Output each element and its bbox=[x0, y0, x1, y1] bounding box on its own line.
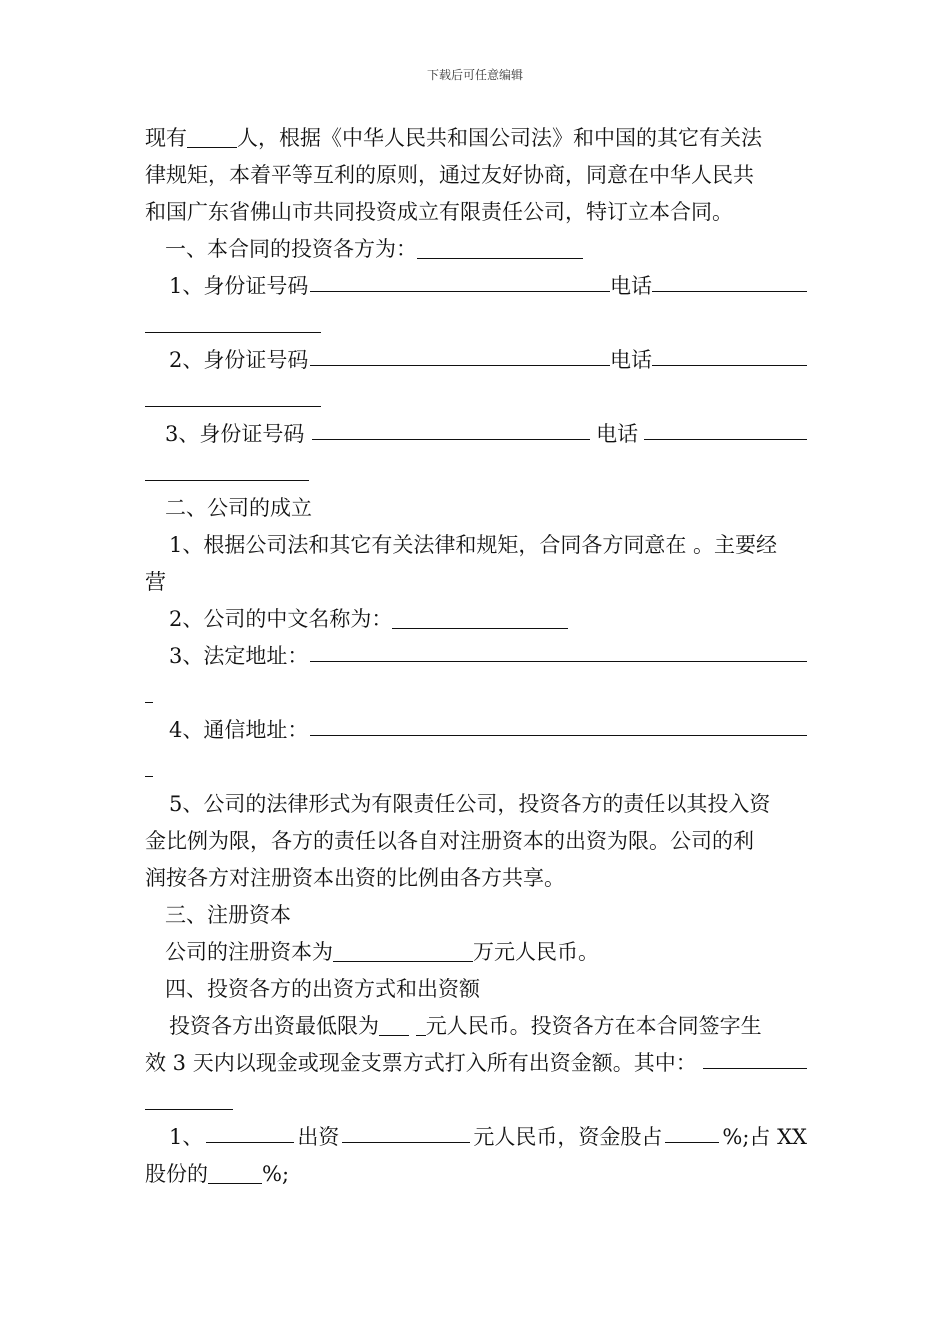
section-2-heading: 二、公司的成立 bbox=[165, 496, 312, 520]
share-of-label: %;占 XX bbox=[722, 1125, 807, 1149]
section-1-heading bbox=[145, 231, 807, 268]
s2-item-4 bbox=[145, 712, 807, 749]
section-3-heading: 三、注册资本 bbox=[165, 903, 291, 927]
s4-item-1-line-1 bbox=[145, 1119, 807, 1156]
blank-continuation-2 bbox=[145, 383, 321, 407]
intro-text: 人，根据《中华人民共和国公司法》和中国的其它有关法 bbox=[237, 126, 762, 150]
s4-item-1-line-2 bbox=[145, 1156, 807, 1193]
payment-text: 效 3 天内以现金或现金支票方式打入所有出资金额。其中： bbox=[145, 1051, 697, 1075]
phone-label: 电话 bbox=[610, 274, 652, 298]
contribution-label: 出资 bbox=[297, 1125, 340, 1149]
blank-continuation-1 bbox=[145, 309, 321, 333]
blank-mailing-address bbox=[310, 712, 807, 736]
blank-phone-2 bbox=[652, 342, 807, 366]
id-label: 2、身份证号码 bbox=[169, 348, 309, 372]
intro-line-2: 律规矩，本着平等互利的原则，通过友好协商，同意在中华人民共 bbox=[145, 163, 754, 187]
continuation-line bbox=[145, 675, 807, 712]
investor-2-line bbox=[145, 342, 807, 379]
blank-legal-address-cont bbox=[145, 679, 153, 703]
legal-address-label: 3、法定地址： bbox=[169, 644, 309, 668]
min-investment-text: 元人民币。投资各方在本合同签字生 bbox=[425, 1014, 762, 1038]
company-name-label: 2、公司的中文名称为： bbox=[169, 607, 393, 631]
phone-label: 电话 bbox=[596, 422, 639, 446]
item-number: 1、 bbox=[169, 1125, 204, 1149]
s2-item-5-line-2: 金比例为限，各方的责任以各自对注册资本的出资为限。公司的利 bbox=[145, 829, 754, 853]
id-label: 3、身份证号码 bbox=[165, 422, 305, 446]
contract-body bbox=[145, 120, 807, 1193]
s2-item-3 bbox=[145, 638, 807, 675]
continuation-line bbox=[145, 749, 807, 786]
blank-company-name bbox=[392, 605, 568, 629]
investor-3-line bbox=[145, 416, 807, 453]
blank-among bbox=[703, 1045, 807, 1069]
capital-text: 公司的注册资本为 bbox=[165, 940, 333, 964]
percent-sign: %; bbox=[262, 1162, 290, 1186]
min-investment-text: 投资各方出资最低限为 bbox=[169, 1014, 379, 1038]
phone-label: 电话 bbox=[610, 348, 652, 372]
blank-min-investment-a bbox=[379, 1012, 409, 1036]
continuation-line bbox=[145, 305, 807, 342]
s2-item-1-line-1: 1、根据公司法和其它有关法律和规矩，合同各方同意在 。主要经 bbox=[169, 533, 778, 557]
continuation-line bbox=[145, 379, 807, 416]
id-label: 1、身份证号码 bbox=[169, 274, 309, 298]
blank-people-count bbox=[187, 124, 237, 148]
blank-min-investment-b bbox=[416, 1012, 426, 1036]
blank-stock-percent bbox=[208, 1160, 262, 1184]
s2-item-5-line-3: 润按各方对注册资本出资的比例由各方共享。 bbox=[145, 866, 565, 890]
blank-phone-3 bbox=[644, 416, 807, 440]
s2-item-5-line-1: 5、公司的法律形式为有限责任公司，投资各方的责任以其投入资 bbox=[169, 792, 771, 816]
blank-among-cont bbox=[145, 1086, 233, 1110]
blank-contribution-amount bbox=[342, 1119, 470, 1143]
blank-registered-capital bbox=[333, 938, 473, 962]
intro-text: 现有 bbox=[145, 126, 187, 150]
section-4-heading: 四、投资各方的出资方式和出资额 bbox=[165, 977, 480, 1001]
share-label: 元人民币，资金股占 bbox=[473, 1125, 663, 1149]
mailing-address-label: 4、通信地址： bbox=[169, 718, 309, 742]
blank-share-percent bbox=[665, 1119, 719, 1143]
blank-continuation-3 bbox=[145, 457, 309, 481]
page-header: 下载后可任意编辑 bbox=[426, 68, 523, 82]
stock-share-label: 股份的 bbox=[145, 1162, 208, 1186]
intro-line-3: 和国广东省佛山市共同投资成立有限责任公司，特订立本合同。 bbox=[145, 200, 733, 224]
investor-1-line bbox=[145, 268, 807, 305]
s3-text bbox=[145, 934, 807, 971]
continuation-line bbox=[145, 453, 807, 490]
blank-investors bbox=[417, 235, 583, 259]
blank-id-number-2 bbox=[310, 342, 610, 366]
blank-legal-address bbox=[310, 638, 807, 662]
s4-text-line-2 bbox=[145, 1045, 807, 1082]
continuation-line bbox=[145, 1082, 807, 1119]
heading-text: 一、本合同的投资各方为： bbox=[165, 237, 417, 261]
intro-line-1 bbox=[145, 120, 807, 157]
capital-text: 万元人民币。 bbox=[473, 940, 599, 964]
blank-id-number-1 bbox=[310, 268, 610, 292]
blank-investor-name bbox=[206, 1119, 294, 1143]
s2-item-2 bbox=[145, 601, 807, 638]
s2-item-1-line-2: 营 bbox=[145, 570, 166, 594]
s4-text-line-1 bbox=[145, 1008, 807, 1045]
blank-mailing-address-cont bbox=[145, 753, 153, 777]
blank-phone-1 bbox=[652, 268, 807, 292]
blank-id-number-3 bbox=[312, 416, 590, 440]
